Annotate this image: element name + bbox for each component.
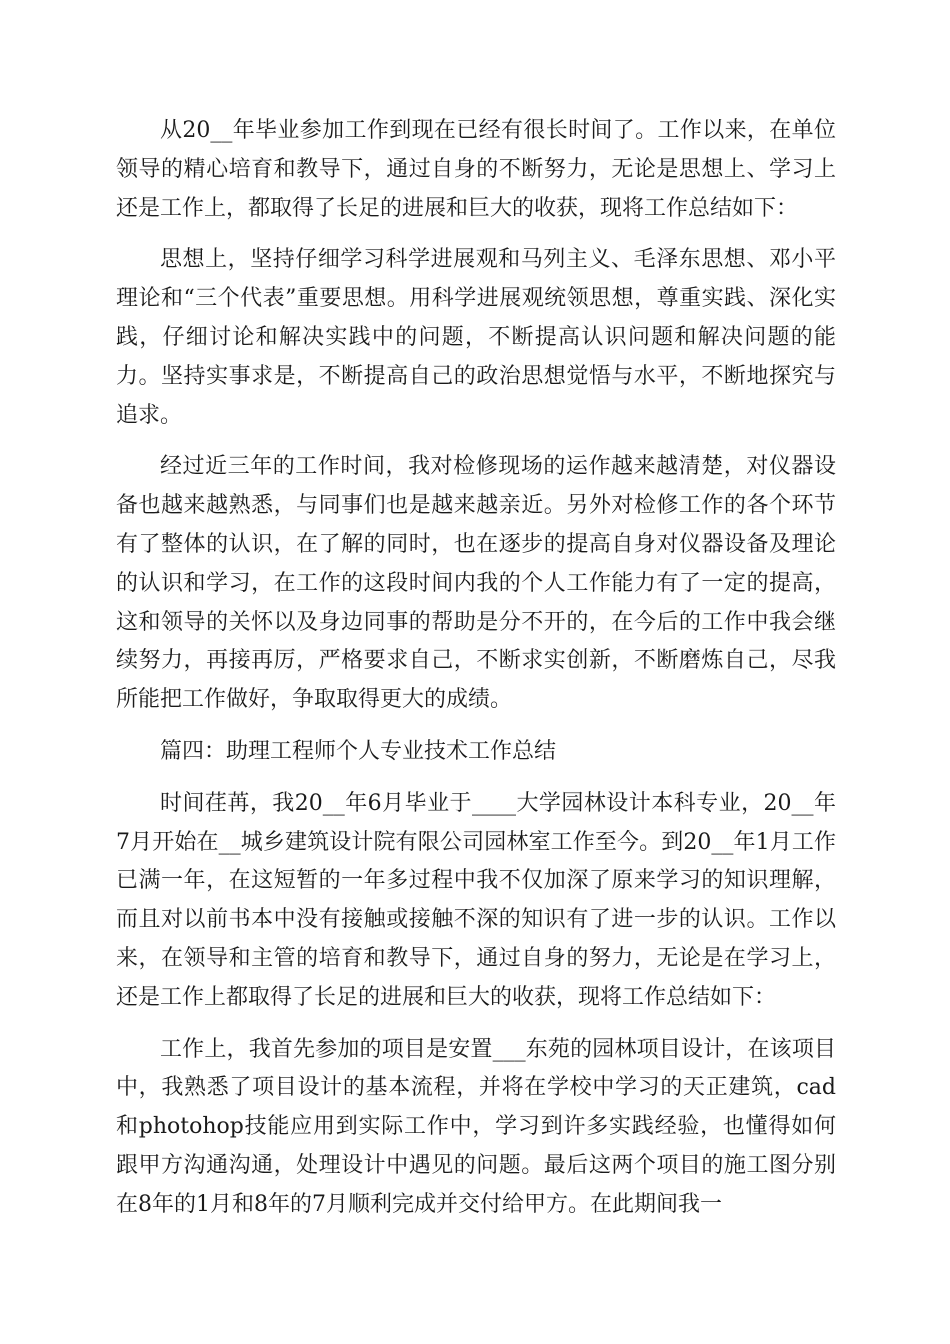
paragraph-project-work: 工作上，我首先参加的项目是安置___东苑的园林项目设计，在该项目中，我熟悉了项目设计的基本流程，并将在学校中学习的天正建筑，cad和photohop技能应用到实际工作中，学习到许多实践经验，也懂得如何跟甲方沟通沟通，处理设计中遇见的问题。最后这两个项目的施工图分别在8年的1月和8年的7月顺利完成并交付给甲方。在此期间我一 [116,1036,836,1217]
paragraph-career-start: 时间荏苒，我20__年6月毕业于____大学园林设计本科专业，20__年7月开始在__城乡建筑设计院有限公司园林室工作至今。到20__年1月工作已满一年，在这短暂的一年多过程中我不仅加深了原来学习的知识理解，而且对以前书本中没有接触或接触不深的知识有了进一步的认识。工作以来，在领导和主管的培育和教导下，通过自身的努力，无论是在学习上，还是工作上都取得了长足的进展和巨大的收获，现将工作总结如下： [116,790,836,1010]
document-body [116,112,836,1225]
paragraph-intro: 从20__年毕业参加工作到现在已经有很长时间了。工作以来，在单位领导的精心培育和教导下，通过自身的不断努力，无论是思想上、学习上还是工作上，都取得了长足的进展和巨大的收获，现将工作总结如下： [116,118,836,221]
section-heading: 篇四：助理工程师个人专业技术工作总结 [160,738,557,764]
paragraph-maintenance-work: 经过近三年的工作时间，我对检修现场的运作越来越清楚，对仪器设备也越来越熟悉，与同事们也是越来越亲近。另外对检修工作的各个环节有了整体的认识，在了解的同时，也在逐步的提高自身对仪器设备及理论的认识和学习，在工作的这段时间内我的个人工作能力有了一定的提高，这和领导的关怀以及身边同事的帮助是分不开的，在今后的工作中我会继续努力，再接再厉，严格要求自己，不断求实创新，不断磨炼自己，尽我所能把工作做好，争取取得更大的成绩。 [116,454,836,713]
paragraph-ideology: 思想上，坚持仔细学习科学进展观和马列主义、毛泽东思想、邓小平理论和“三个代表”重要思想。用科学进展观统领思想，尊重实践、深化实践，仔细讨论和解决实践中的问题，不断提高认识问题和解决问题的能力。坚持实事求是，不断提高自己的政治思想觉悟与水平，不断地探究与追求。 [116,247,836,428]
